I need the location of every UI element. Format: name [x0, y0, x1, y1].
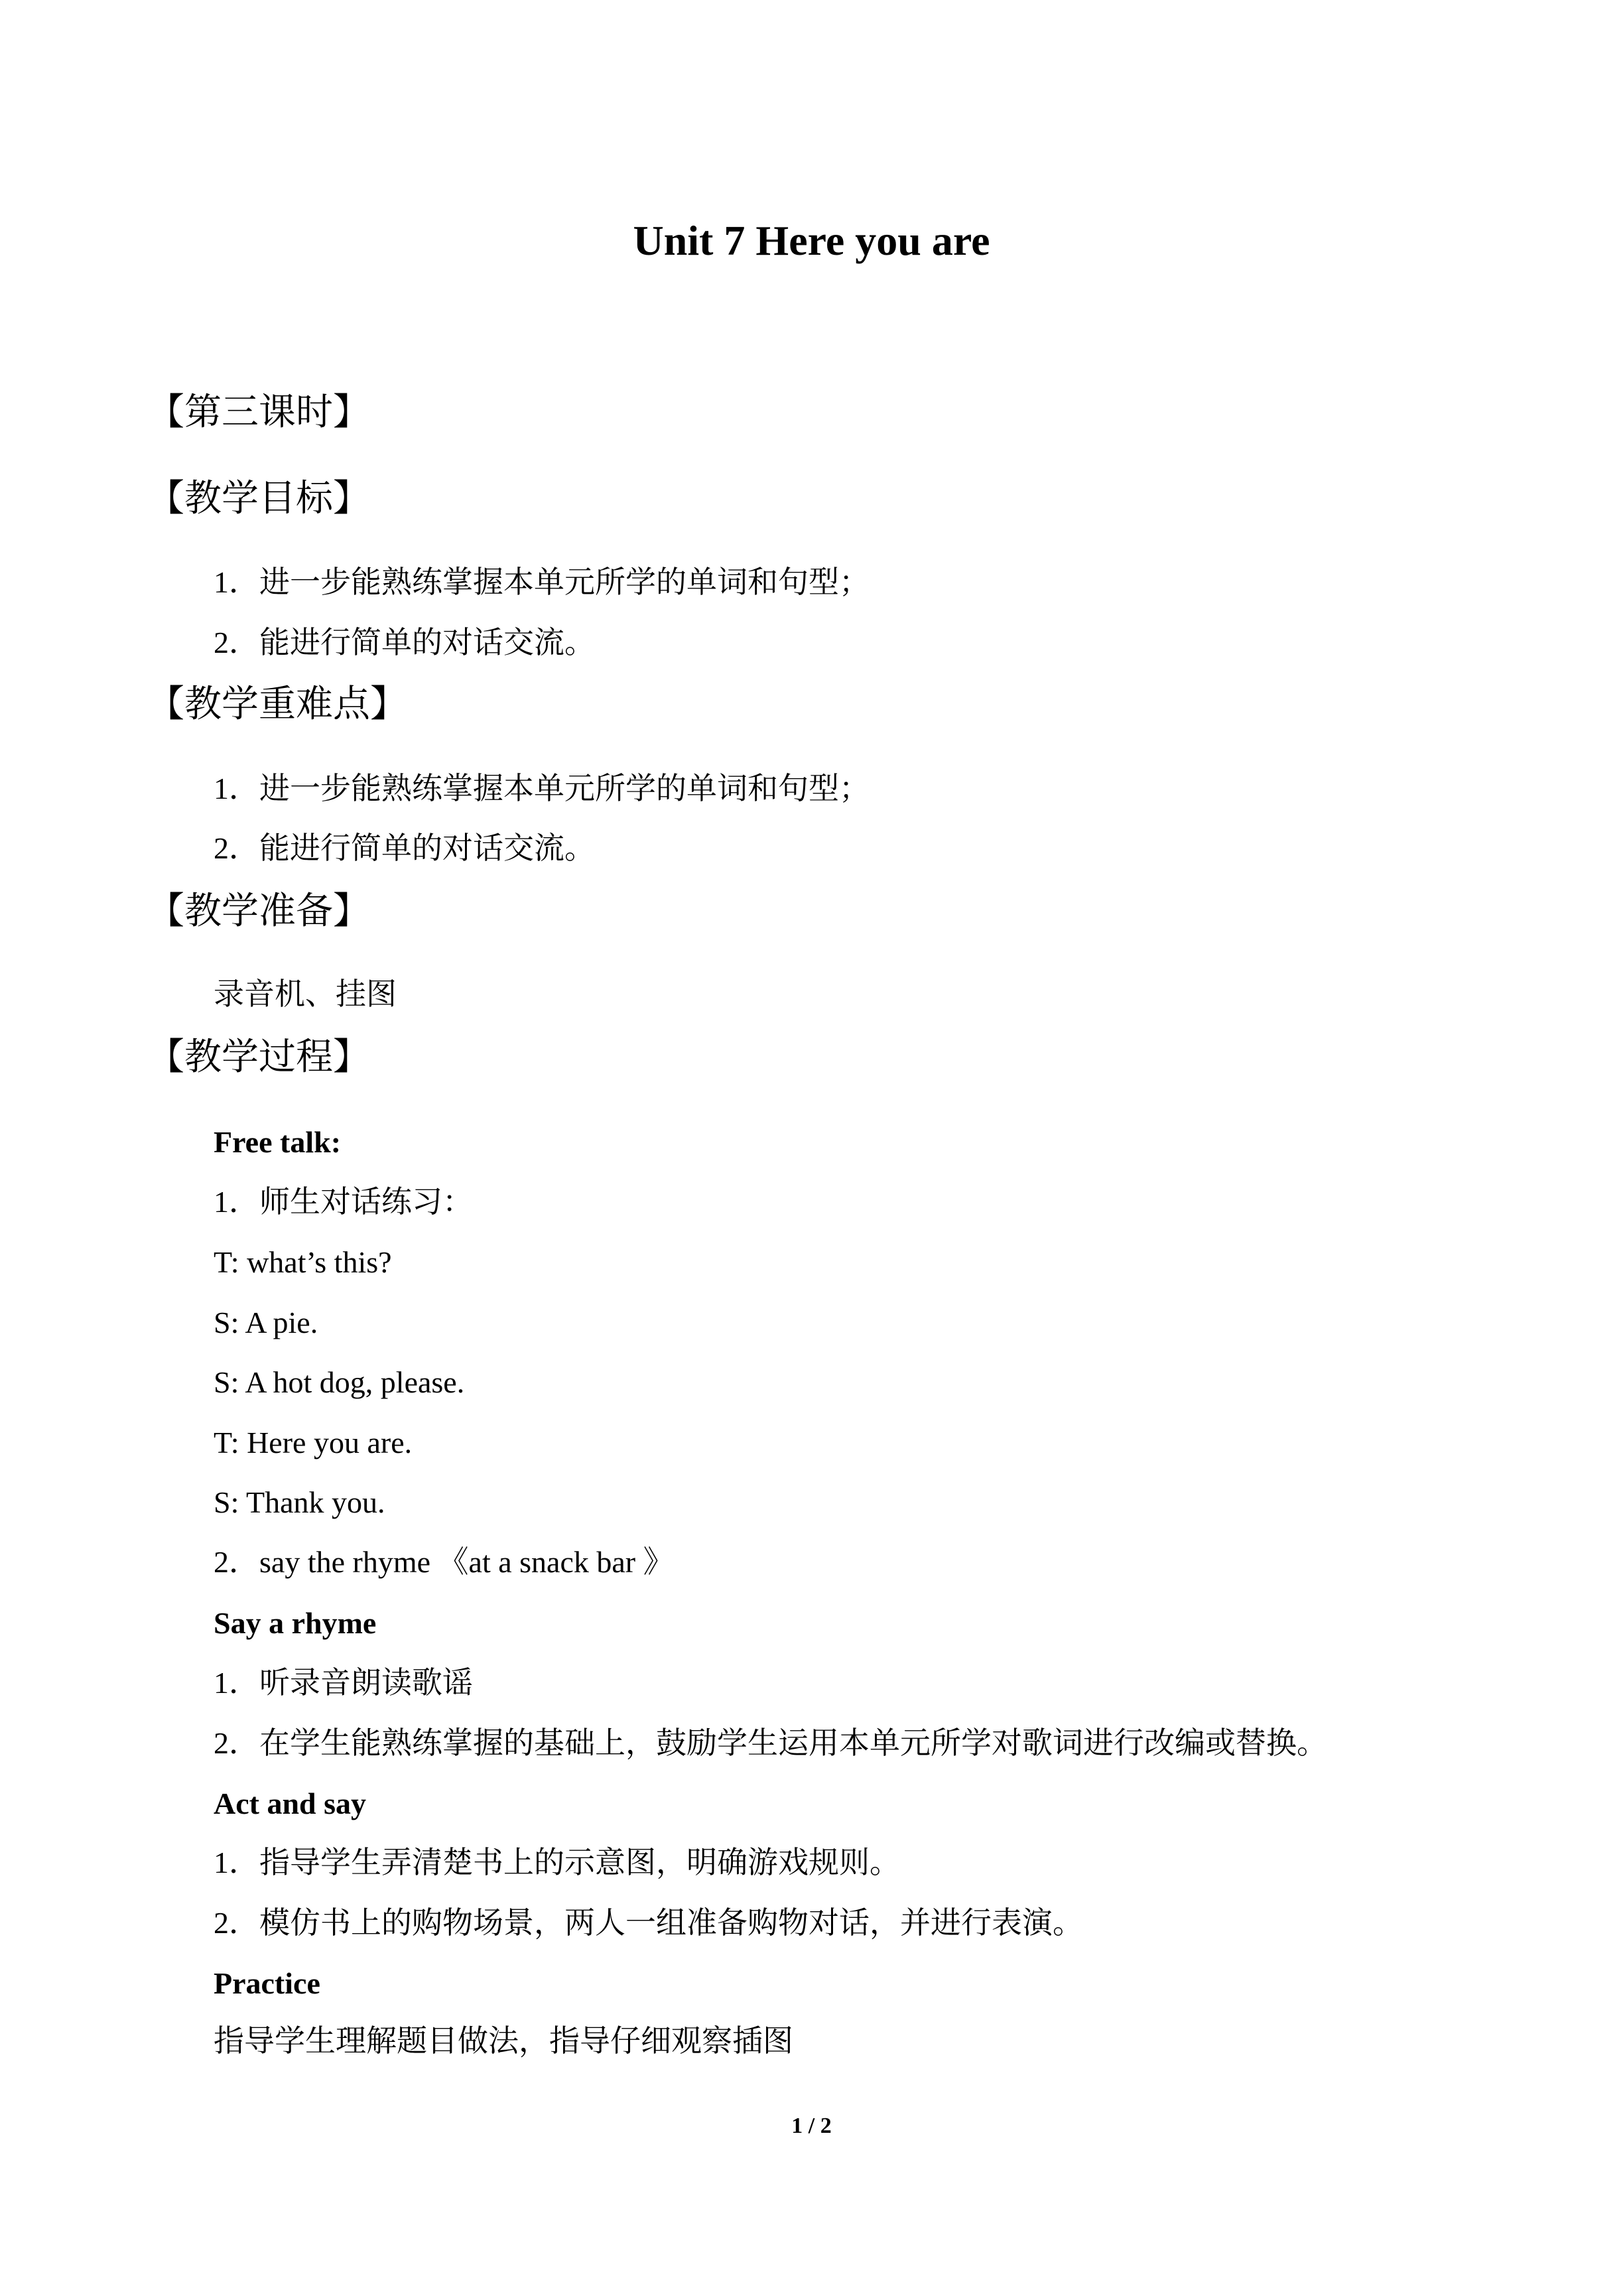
- objective-item: 1．进一步能熟练掌握本单元所学的单词和句型；: [214, 565, 870, 599]
- free-talk-title: Free talk:: [214, 1125, 342, 1159]
- key-point-item: 1．进一步能熟练掌握本单元所学的单词和句型；: [214, 772, 870, 805]
- page-number: 1 / 2: [791, 2114, 832, 2138]
- document-title: Unit 7 Here you are: [633, 217, 990, 264]
- say-rhyme-line: 2．在学生能熟练掌握的基础上，鼓励学生运用本单元所学对歌词进行改编或替换。: [214, 1726, 1327, 1760]
- free-talk-line: S: A hot dog, please.: [214, 1365, 465, 1399]
- free-talk-line: 2．say the rhyme 《at a snack bar 》: [214, 1545, 674, 1579]
- objectives-heading: 【教学目标】: [147, 477, 370, 520]
- process-heading: 【教学过程】: [147, 1036, 370, 1079]
- free-talk-line: 1．师生对话练习：: [214, 1185, 473, 1219]
- lesson-period-heading: 【第三课时】: [147, 391, 370, 434]
- objective-item: 2．能进行简单的对话交流。: [214, 626, 595, 659]
- free-talk-line: S: A pie.: [214, 1306, 318, 1339]
- act-and-say-line: 1．指导学生弄清楚书上的示意图，明确游戏规则。: [214, 1846, 900, 1879]
- act-and-say-line: 2．模仿书上的购物场景，两人一组准备购物对话，并进行表演。: [214, 1906, 1083, 1940]
- practice-title: Practice: [214, 1966, 320, 2000]
- practice-line: 指导学生理解题目做法，指导仔细观察插图: [214, 2024, 793, 2058]
- act-and-say-title: Act and say: [214, 1787, 367, 1820]
- say-rhyme-line: 1．听录音朗读歌谣: [214, 1666, 473, 1700]
- free-talk-line: S: Thank you.: [214, 1485, 385, 1519]
- say-rhyme-title: Say a rhyme: [214, 1606, 377, 1640]
- free-talk-line: T: Here you are.: [214, 1426, 413, 1459]
- key-points-heading: 【教学重难点】: [147, 683, 407, 726]
- key-point-item: 2．能进行简单的对话交流。: [214, 831, 595, 865]
- preparation-text: 录音机、挂图: [214, 977, 397, 1011]
- preparation-heading: 【教学准备】: [147, 890, 370, 933]
- free-talk-line: T: what’s this?: [214, 1245, 392, 1279]
